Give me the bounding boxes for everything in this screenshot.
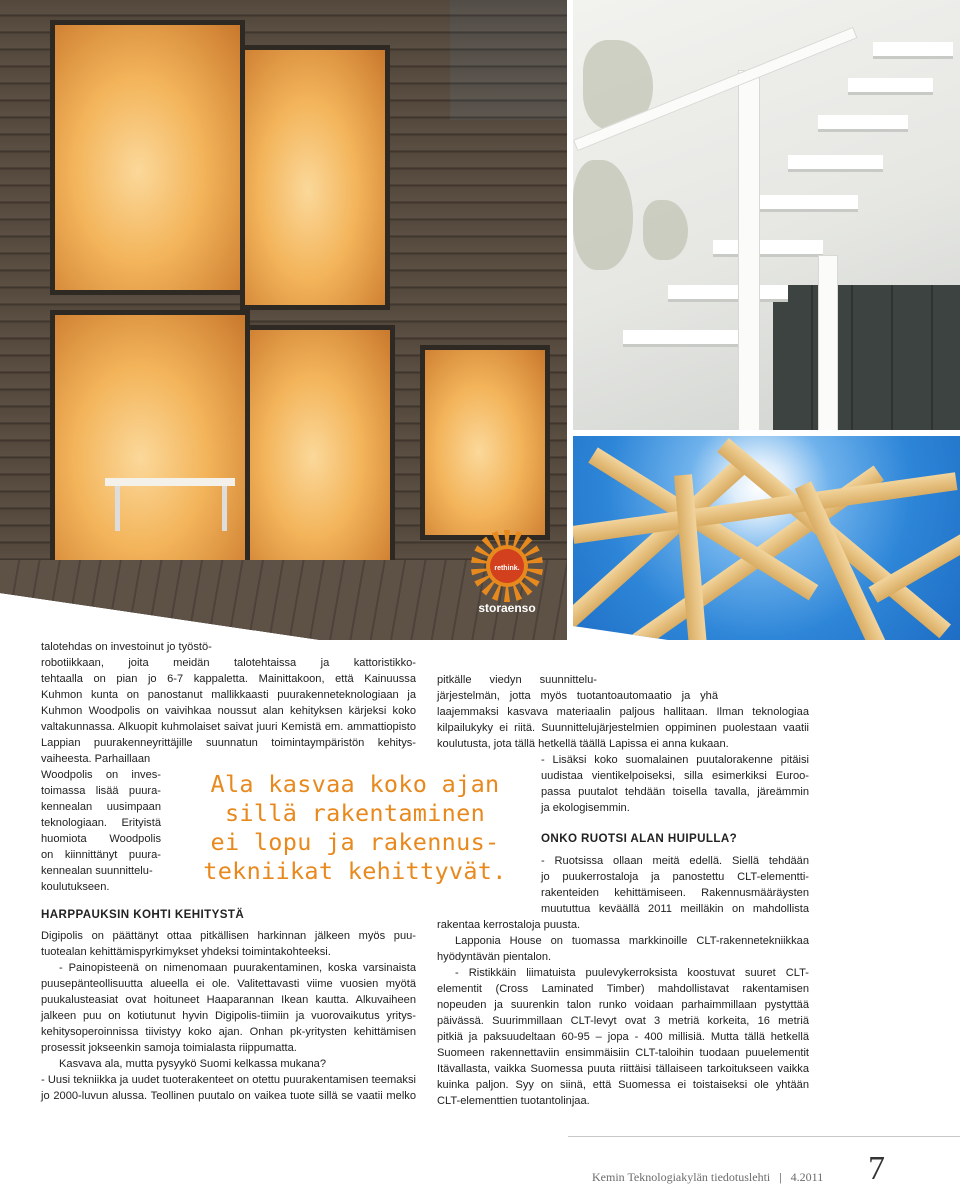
text-line: päivässä. Suurimmillaan CLT-levyt ovat 3 metriä korkeita, 16 metriä	[437, 1015, 809, 1027]
text-line: kennealan uusimpaan	[41, 801, 161, 813]
text-line: rakentaa kerrostaloja puusta.	[437, 919, 581, 931]
stair-step	[788, 155, 883, 172]
text-line: passa puutalot tehdään toisella tavalla, järeämmin	[541, 786, 809, 798]
pull-quote-line: tekniikat kehittyvät.	[203, 857, 507, 885]
text-line: ja ekologisemmin.	[541, 802, 630, 814]
text-line: elementit (Cross Laminated Timber) mahdollistavat rakentamisen	[437, 983, 809, 995]
text-line: puukalusteasiat ovat hoituneet Haaparannan Ikean kautta. Alkuvaiheen	[41, 994, 416, 1006]
pull-quote	[188, 770, 522, 886]
page-number: 7	[868, 1150, 885, 1187]
lower-window-left	[50, 310, 250, 580]
text-line: robotiikkaan, joita meidän talotehtaissa ja kattoristikko-	[41, 657, 416, 669]
text-line: puusepänteollisuutta alueella ei ole. Valitettavasti viime vuosien myötä	[41, 978, 416, 990]
text-line: jalkeen puu on kotiutunut hyvin Digipolis-tiimiin ja vuorovaikutus yritys-	[41, 1010, 416, 1022]
text-line: valtakunnassa. Alkuopit kuhmolaiset saivat juuri Kemistä em. ammattiopisto	[41, 721, 416, 733]
wall-pattern	[573, 160, 633, 270]
text-line: kehitysoperoinnissa tiivistyy koko ajan. Onhan pk-yritysten kehittämisen	[41, 1026, 416, 1038]
text-line: - Ruotsissa ollaan meitä edellä. Siellä tehdään	[541, 855, 809, 867]
footer	[592, 1170, 823, 1185]
stair-step	[713, 240, 823, 257]
logo-tagline: rethink.	[494, 565, 520, 572]
text-line: kilpailukyky ei riitä. Suunnittelujärjestelmien oppiminen puolestaan vaatii	[437, 722, 809, 734]
text-line: pitkälle viedyn suunnittelu-	[437, 674, 597, 686]
text-line: vaiheesta. Parhaillaan	[41, 753, 151, 765]
text-line: jo puukerrostaloja ja panostettu CLT-elementti-	[541, 871, 809, 883]
stair-step	[758, 195, 858, 212]
text-line: Kuhmon kunta on panostanut mallikkaasti puurakenneteknologiaan ja	[41, 689, 416, 701]
text-line: nopeuden ja suurenkin talon runko voidaan parhaimmillaan pystyttää	[437, 999, 809, 1011]
stair-step	[623, 330, 753, 347]
text-line: tehtaalla on pian jo 6-7 kappaletta. Mainittakoon, että Kainuussa	[41, 673, 416, 685]
text-line: huomiota Woodpolis	[41, 833, 161, 845]
text-line: CLT-elementtien tuotantolinjaa.	[437, 1095, 590, 1107]
text-line: jo 2000-luvun alussa. Teollinen puutalo on vaikea tuote sillä se vaatii melko	[41, 1090, 416, 1102]
text-line: tuotealan kehittämispyrkimykset yhdeksi toimintakohteeksi.	[41, 946, 331, 958]
section-heading: HARPPAUKSIN KOHTI KEHITYSTÄ	[41, 908, 245, 921]
section-heading: ONKO RUOTSI ALAN HUIPULLA?	[541, 832, 738, 845]
text-line: toimassa lisää puura-	[41, 785, 161, 797]
text-line: Suomeen rakennettaviin ensimmäisiin CLT-taloihin tuodaan puuelementit	[437, 1047, 809, 1059]
stair-post	[738, 70, 760, 430]
wall-pattern	[643, 200, 688, 260]
text-line: Lappian puurakenneyrittäjille suunnatun toimintaympäristön kehitys-	[41, 737, 416, 749]
pull-quote-line: Ala kasvaa koko ajan	[210, 770, 500, 798]
text-line: koulutusta, jota tällä hetkellä täällä Lapissa ei anna kukaan.	[437, 738, 729, 750]
issue-number: 4.2011	[790, 1170, 824, 1184]
text-line: - Lisäksi koko suomalainen puutalorakenne pitäisi	[541, 754, 809, 766]
text-line: talotehdas on investoinut jo työstö-	[41, 641, 212, 653]
lower-window-middle	[245, 325, 395, 565]
text-line: prosessit jokseenkin samoja toimialasta riippumatta.	[41, 1042, 297, 1054]
text-line: Kasvava ala, mutta pysyykö Suomi kelkassa mukana?	[59, 1058, 326, 1070]
dining-table	[105, 478, 235, 486]
text-line: koulutukseen.	[41, 881, 110, 893]
stair-step	[848, 78, 933, 95]
text-line: - Uusi tekniikka ja uudet tuoterakenteet on otettu puurakentamisen teemaksi	[41, 1074, 416, 1086]
pull-quote-line: ei lopu ja rakennus-	[210, 828, 500, 856]
upper-window-left	[50, 20, 245, 295]
stair-post	[818, 255, 838, 430]
text-line: on kiinnittänyt puura-	[41, 849, 161, 861]
truss-beam	[869, 512, 960, 603]
text-line: teknologiaan. Erityistä	[41, 817, 161, 829]
stair-step	[668, 285, 788, 302]
text-line: kuinka paljon. Syy on siinä, että Suomessa ei toistaiseksi ole yhtään	[437, 1079, 809, 1091]
text-line: Itävallasta, vaikka Suomessa puuta riittäisi tällaiseen tarkoitukseen vaikka	[437, 1063, 809, 1075]
text-line: uudistaa vientikelpoiseksi, silla esimerkiksi Euroo-	[541, 770, 809, 782]
footer-separator: |	[779, 1170, 782, 1184]
logo-brand: storaenso	[478, 601, 536, 615]
roof-trusses-photo	[573, 436, 960, 640]
stair-step	[873, 42, 953, 59]
stairs-photo	[573, 0, 960, 430]
text-line: järjestelmän, jotta myös tuotantoautomaatio ja yhä	[437, 690, 718, 702]
text-line: hyödyntävän pientalon.	[437, 951, 552, 963]
table-leg	[115, 486, 120, 531]
footer-divider	[568, 1136, 960, 1137]
text-line: rakenteiden kehittämiseen. Rakennusmääräysten	[541, 887, 809, 899]
publication-name: Kemin Teknologiakylän tiedotuslehti	[592, 1170, 771, 1184]
dark-floor	[773, 285, 960, 430]
text-line: Woodpolis on inves-	[41, 769, 161, 781]
text-line: muututtua keväällä 2011 meilläkin on mahdollista	[541, 903, 809, 915]
stair-step	[818, 115, 908, 132]
text-line: laajemmaksi kasvava materiaalin paljous hallitaan. Ilman teknologiaa	[437, 706, 809, 718]
text-line: Digipolis on päättänyt ottaa pitkällisen harkinnan jälkeen myös puu-	[41, 930, 416, 942]
text-line: - Painopisteenä on nimenomaan puurakentaminen, koska varsinaista	[59, 962, 416, 974]
table-leg	[222, 486, 227, 531]
upper-window-right	[240, 45, 390, 310]
text-line: Lapponia House on tuomassa markkinoille CLT-rakennetekniikkaa	[455, 935, 809, 947]
storaenso-logo	[466, 528, 548, 620]
sun-logo-icon	[466, 528, 548, 620]
text-line: - Ristikkäin liimatuista puulevykerroksista koostuvat suuret CLT-	[455, 967, 809, 979]
lower-window-right	[420, 345, 550, 540]
text-line: pitkiä ja paksuudeltaan 60-95 – jopa - 400 millisiä. Mutta tällä hetkellä	[437, 1031, 809, 1043]
text-line: Kuhmon Woodpolis on vaivihkaa noussut alan kehityksen kärjeksi koko	[41, 705, 416, 717]
text-line: kennealan suunnittelu-	[41, 865, 153, 877]
pull-quote-line: sillä rakentaminen	[224, 799, 486, 827]
